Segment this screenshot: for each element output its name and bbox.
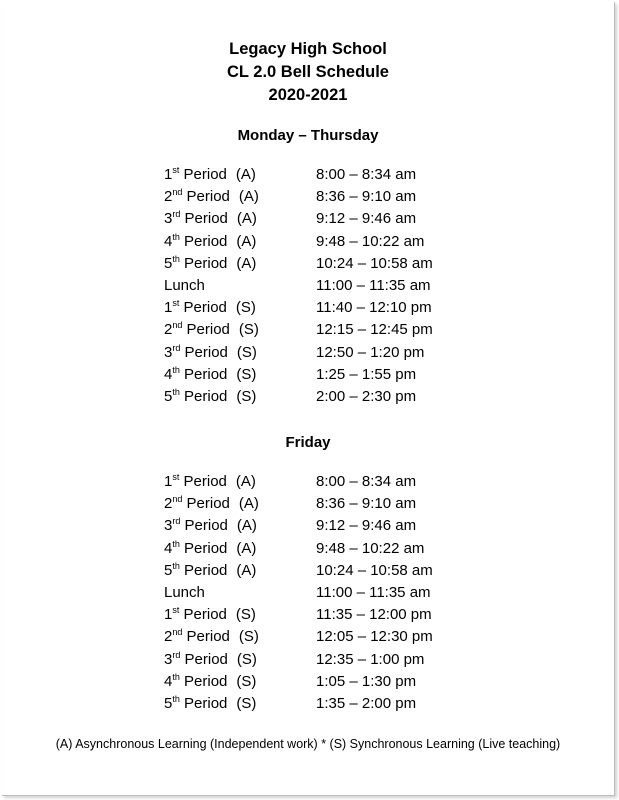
ordinal-suffix: rd <box>172 516 181 527</box>
schedule-row <box>164 515 484 537</box>
period-word: Period <box>182 188 230 206</box>
schedule-row <box>164 671 484 693</box>
learning-type-code: (A) <box>236 210 257 228</box>
period-time: 9:12 – 9:46 am <box>316 517 417 535</box>
period-time: 10:24 – 10:58 am <box>316 254 433 272</box>
period-word: Period <box>182 628 230 646</box>
period-time: 11:40 – 12:10 pm <box>316 299 432 317</box>
period-time: 12:35 – 1:00 pm <box>316 650 425 668</box>
ordinal-suffix: nd <box>172 627 183 638</box>
period-word: Period <box>179 672 228 690</box>
schedule-row <box>164 364 484 386</box>
period-word: Period <box>180 343 228 361</box>
ordinal-suffix: st <box>172 165 180 175</box>
period-label <box>164 386 256 408</box>
period-time: 9:12 – 9:46 am <box>316 210 417 228</box>
schedule-row <box>164 626 484 648</box>
ordinal-suffix: th <box>172 693 180 704</box>
period-number: 1 <box>164 299 173 317</box>
learning-type-code: (A) <box>236 561 257 579</box>
period-time: 1:25 – 1:55 pm <box>316 365 417 383</box>
ordinal-suffix: nd <box>172 187 183 198</box>
period-time: 9:48 – 10:22 am <box>316 232 425 250</box>
schedule-row <box>164 386 484 408</box>
document-page <box>2 2 615 796</box>
period-word: Period <box>182 321 230 339</box>
schedule-row <box>164 186 484 208</box>
period-number: 1 <box>164 166 173 183</box>
period-word: Period <box>179 694 228 712</box>
section-title-friday: Friday <box>285 434 331 451</box>
schedule-row <box>164 560 484 582</box>
period-label <box>164 693 256 715</box>
document-header <box>2 38 614 107</box>
period-number: 4 <box>164 539 173 557</box>
learning-type-code: (A) <box>236 232 257 250</box>
period-number: 2 <box>164 628 173 646</box>
period-number: 4 <box>164 365 173 383</box>
learning-type-code: (S) <box>236 387 257 405</box>
period-time: 8:00 – 8:34 am <box>316 473 417 490</box>
period-word: Period <box>179 561 228 579</box>
period-word: Period <box>179 387 228 405</box>
learning-type-code: (S) <box>235 299 256 317</box>
school-title: Legacy High School <box>229 40 387 58</box>
period-label <box>164 515 257 537</box>
period-number: 2 <box>164 321 173 339</box>
period-word: Period <box>179 166 227 183</box>
period-word: Period <box>180 650 228 668</box>
learning-type-code: (S) <box>236 694 257 712</box>
schedule-row <box>164 538 484 560</box>
period-word: Period <box>179 365 228 383</box>
period-label <box>164 493 259 515</box>
period-label <box>164 364 256 386</box>
period-label <box>164 582 205 604</box>
period-time: 11:00 – 11:35 am <box>316 276 431 294</box>
schedule-row <box>164 471 484 493</box>
legend-footnote: (A) Asynchronous Learning (Independent work) * (S) Synchronous Learning (Live teaching) <box>55 737 561 751</box>
schedule-row <box>164 275 484 297</box>
period-word: Period <box>179 473 227 490</box>
learning-type-code: (S) <box>236 672 257 690</box>
ordinal-suffix: st <box>172 472 180 482</box>
learning-type-code: (A) <box>238 495 259 513</box>
learning-type-code: (A) <box>235 166 256 183</box>
period-word: Period <box>180 517 228 535</box>
period-label <box>164 604 256 626</box>
period-number: 3 <box>164 343 173 361</box>
period-number: 5 <box>164 387 173 405</box>
period-number: 3 <box>164 210 173 228</box>
period-label <box>164 471 256 493</box>
period-number: 5 <box>164 561 173 579</box>
period-number: 4 <box>164 672 173 690</box>
period-time: 8:00 – 8:34 am <box>316 166 417 183</box>
period-time: 2:00 – 2:30 pm <box>316 387 417 405</box>
period-word: Period <box>182 495 230 513</box>
schedule-row <box>164 253 484 275</box>
period-time: 12:05 – 12:30 pm <box>316 628 433 646</box>
period-word: Period <box>179 299 227 317</box>
period-label <box>164 319 259 341</box>
period-time: 1:35 – 2:00 pm <box>316 694 417 712</box>
period-time: 8:36 – 9:10 am <box>316 188 417 206</box>
period-word: Period <box>180 210 228 228</box>
period-label <box>164 297 256 319</box>
period-number: 4 <box>164 232 173 250</box>
ordinal-suffix: nd <box>172 494 183 505</box>
schedule-row <box>164 208 484 230</box>
schedule-row <box>164 164 484 186</box>
schedule-row <box>164 649 484 671</box>
period-number: 1 <box>164 473 173 490</box>
period-word: Lunch <box>164 583 205 601</box>
period-time: 10:24 – 10:58 am <box>316 561 433 579</box>
school-year: 2020-2021 <box>268 86 348 104</box>
period-label <box>164 342 257 364</box>
period-time: 11:00 – 11:35 am <box>316 583 431 601</box>
learning-type-code: (S) <box>235 606 256 624</box>
learning-type-code: (S) <box>238 628 259 646</box>
period-number: 3 <box>164 517 173 535</box>
learning-type-code: (S) <box>238 321 259 339</box>
ordinal-suffix: st <box>172 298 180 309</box>
period-label <box>164 231 256 253</box>
schedule-row <box>164 582 484 604</box>
period-time: 9:48 – 10:22 am <box>316 539 425 557</box>
period-label <box>164 253 256 275</box>
ordinal-suffix: th <box>172 364 180 375</box>
period-number: 1 <box>164 606 173 624</box>
period-label <box>164 208 257 230</box>
schedule-row <box>164 319 484 341</box>
ordinal-suffix: th <box>172 560 180 571</box>
learning-type-code: (A) <box>235 473 256 490</box>
learning-type-code: (S) <box>236 650 257 668</box>
schedule-title: CL 2.0 Bell Schedule <box>226 63 389 81</box>
period-number: 2 <box>164 188 173 206</box>
period-word: Period <box>179 254 228 272</box>
period-label <box>164 626 259 648</box>
schedule-monday-thursday <box>164 164 484 408</box>
period-time: 11:35 – 12:00 pm <box>316 606 432 624</box>
learning-type-code: (S) <box>236 365 257 383</box>
learning-type-code: (A) <box>236 517 257 535</box>
period-number: 5 <box>164 694 173 712</box>
schedule-row <box>164 297 484 319</box>
schedule-row <box>164 493 484 515</box>
learning-type-code: (A) <box>236 254 257 272</box>
period-word: Period <box>179 232 228 250</box>
schedule-friday <box>164 471 484 715</box>
ordinal-suffix: th <box>172 253 180 264</box>
learning-type-code: (A) <box>238 188 259 206</box>
period-label <box>164 671 256 693</box>
period-time: 12:15 – 12:45 pm <box>316 321 433 339</box>
schedule-row <box>164 231 484 253</box>
ordinal-suffix: th <box>172 671 180 682</box>
ordinal-suffix: th <box>172 231 180 242</box>
learning-type-code: (A) <box>236 539 257 557</box>
ordinal-suffix: nd <box>172 320 183 331</box>
ordinal-suffix: th <box>172 538 180 549</box>
schedule-row <box>164 342 484 364</box>
ordinal-suffix: rd <box>172 649 181 660</box>
period-word: Lunch <box>164 276 205 294</box>
ordinal-suffix: rd <box>172 342 181 353</box>
ordinal-suffix: rd <box>172 209 181 220</box>
ordinal-suffix: st <box>172 605 180 616</box>
schedule-row <box>164 693 484 715</box>
period-word: Period <box>179 606 227 624</box>
period-label <box>164 538 256 560</box>
period-word: Period <box>179 539 228 557</box>
learning-type-code: (S) <box>236 343 257 361</box>
period-number: 2 <box>164 495 173 513</box>
schedule-row <box>164 604 484 626</box>
period-time: 12:50 – 1:20 pm <box>316 343 425 361</box>
period-time: 1:05 – 1:30 pm <box>316 672 417 690</box>
period-time: 8:36 – 9:10 am <box>316 495 417 513</box>
period-number: 3 <box>164 650 173 668</box>
section-title-monday-thursday: Monday – Thursday <box>237 127 379 144</box>
period-label <box>164 164 256 186</box>
ordinal-suffix: th <box>172 386 180 397</box>
period-number: 5 <box>164 254 173 272</box>
period-label <box>164 186 259 208</box>
period-label <box>164 649 257 671</box>
period-label <box>164 275 205 297</box>
period-label <box>164 560 256 582</box>
